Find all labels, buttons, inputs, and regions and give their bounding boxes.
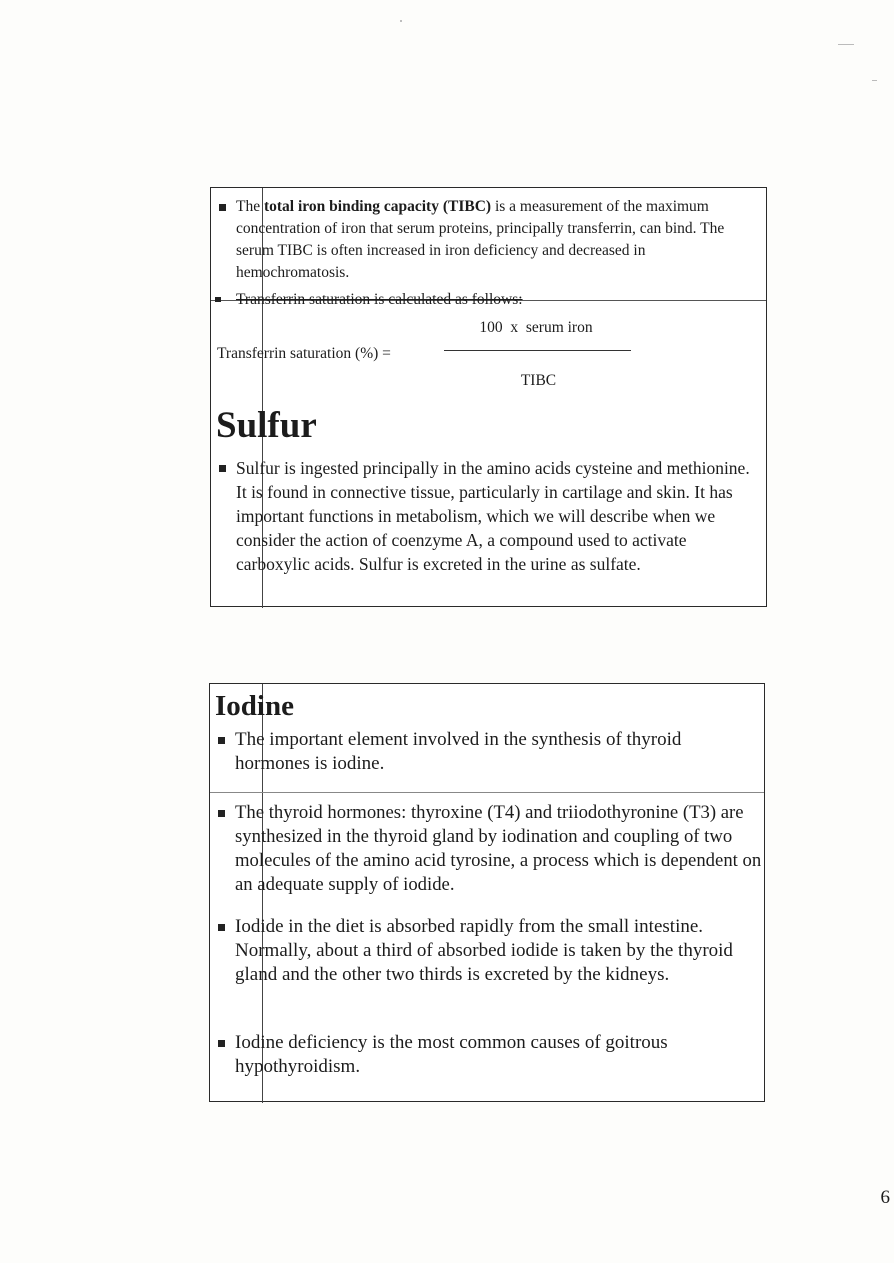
bullet-square-icon xyxy=(218,810,225,817)
formula-denominator: TIBC xyxy=(520,372,557,389)
scan-edge-mark xyxy=(838,44,854,45)
iodine-bullet-2: The thyroid hormones: thyroxine (T4) and triiodothyronine (T3) are synthesized in the thyroid gland by iodination and coupling of two molecules of the amino acid tyrosine, a process which is dependent on an adequate supply of iodide. xyxy=(218,801,763,897)
fraction-bar xyxy=(444,350,631,351)
bullet-square-icon xyxy=(219,204,226,211)
iodine-bullet-4: Iodine deficiency is the most common causes of goitrous hypothyroidism. xyxy=(218,1031,758,1079)
formula-label: Transferrin saturation (%) = xyxy=(217,345,391,362)
bullet-square-icon xyxy=(215,297,221,302)
tibc-bold-term: total iron binding capacity (TIBC) xyxy=(263,198,492,215)
saturation-bullet xyxy=(215,289,745,311)
bullet-square-icon xyxy=(219,465,226,472)
tibc-rest: is a measurement of the maximum concentration of iron that serum proteins, principally transferrin, can bind. The serum TIBC is often increased in iron deficiency and decreased in hemochromatosis. xyxy=(236,198,725,281)
tibc-bullet xyxy=(219,196,749,284)
bullet-square-icon xyxy=(218,737,225,744)
scan-edge-mark xyxy=(872,80,877,81)
slide-iodine xyxy=(209,683,765,1102)
iodine-heading: Iodine xyxy=(215,690,294,722)
iodine-bullet-1: The important element involved in the synthesis of thyroid hormones is iodine. xyxy=(218,728,758,776)
sulfur-bullet xyxy=(219,456,759,576)
tibc-prefix: The xyxy=(236,198,264,215)
saturation-text: Transferrin saturation is calculated as follows: xyxy=(236,291,523,308)
sulfur-text: Sulfur is ingested principally in the amino acids cysteine and methionine. It is found in connective tissue, particularly in cartilage and skin. It has important functions in metabolism, which we will describe when we consider the action of coenzyme A, a compound used to activate carboxylic acids. Sulfur is excreted in the urine as sulfate. xyxy=(236,458,750,574)
sulfur-heading: Sulfur xyxy=(216,405,317,446)
bullet-square-icon xyxy=(218,1040,225,1047)
iodine-bullet-3: Iodide in the diet is absorbed rapidly from the small intestine. Normally, about a third of absorbed iodide is taken by the thyroid gland and the other two thirds is excreted by the kidneys. xyxy=(218,915,758,987)
bullet-square-icon xyxy=(218,924,225,931)
formula-numerator: 100 x serum iron xyxy=(479,319,593,336)
scan-speck xyxy=(400,20,402,22)
slide-transferrin-sulfur xyxy=(210,187,767,607)
separator-line xyxy=(210,792,764,793)
page-number: 6 xyxy=(880,1187,890,1208)
